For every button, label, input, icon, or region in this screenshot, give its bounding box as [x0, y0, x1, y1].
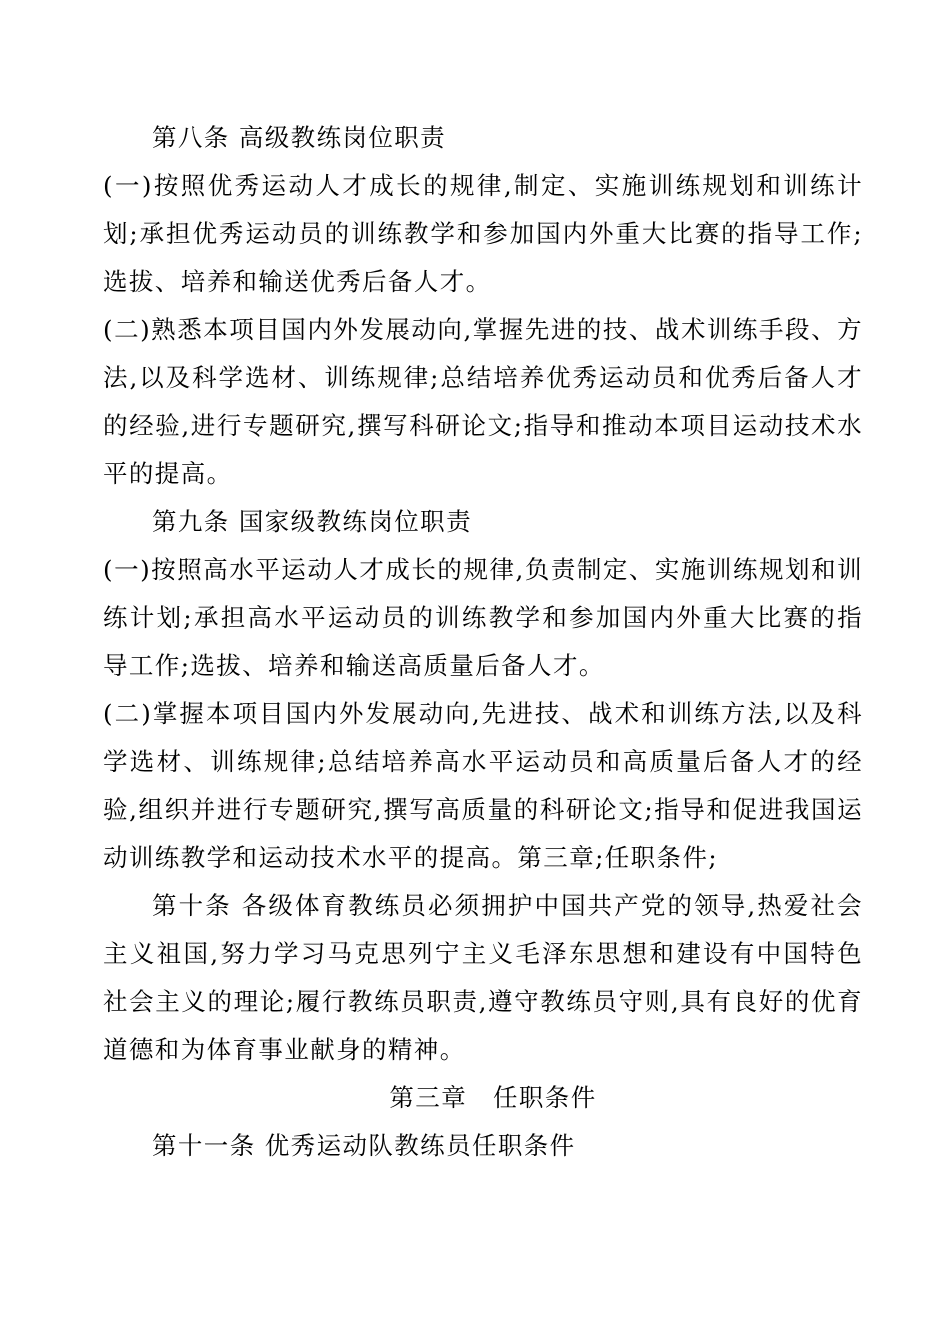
article-10-text: 第十条 各级体育教练员必须拥护中国共产党的领导,热爱社会主义祖国,努力学习马克思列宁主义毛泽东思想和建设有中国特色社会主义的理论;履行教练员职责,遵守教练员守则,具有良好的优育道德和为体育事业献身的精神。 — [103, 891, 863, 1064]
article-8-item-1: (一)按照优秀运动人才成长的规律,制定、实施训练规划和训练计划;承担优秀运动员的训练教学和参加国内外重大比赛的指导工作;选拔、培养和输送优秀后备人才。 — [103, 171, 863, 296]
document-body — [103, 114, 863, 1170]
article-8-item-2: (二)熟悉本项目国内外发展动向,掌握先进的技、战术训练手段、方法,以及科学选材、训练规律;总结培养优秀运动员和优秀后备人才的经验,进行专题研究,撰写科研论文;指导和推动本项目运动技术水平的提高。 — [103, 315, 863, 488]
chapter-3-title: 第三章 任职条件 — [389, 1083, 597, 1112]
article-9-item-2: (二)掌握本项目国内外发展动向,先进技、战术和训练方法,以及科学选材、训练规律;总结培养高水平运动员和高质量后备人才的经验,组织并进行专题研究,撰写高质量的科研论文;指导和促进我国运动训练教学和运动技术水平的提高。第三章;任职条件; — [103, 699, 863, 872]
article-8-title: 第八条 高级教练岗位职责 — [152, 123, 447, 152]
article-11-title: 第十一条 优秀运动队教练员任职条件 — [152, 1131, 576, 1160]
article-9-title: 第九条 国家级教练岗位职责 — [152, 507, 472, 536]
article-9-item-1: (一)按照高水平运动人才成长的规律,负责制定、实施训练规划和训练计划;承担高水平运动员的训练教学和参加国内外重大比赛的指导工作;选拔、培养和输送高质量后备人才。 — [103, 555, 863, 680]
